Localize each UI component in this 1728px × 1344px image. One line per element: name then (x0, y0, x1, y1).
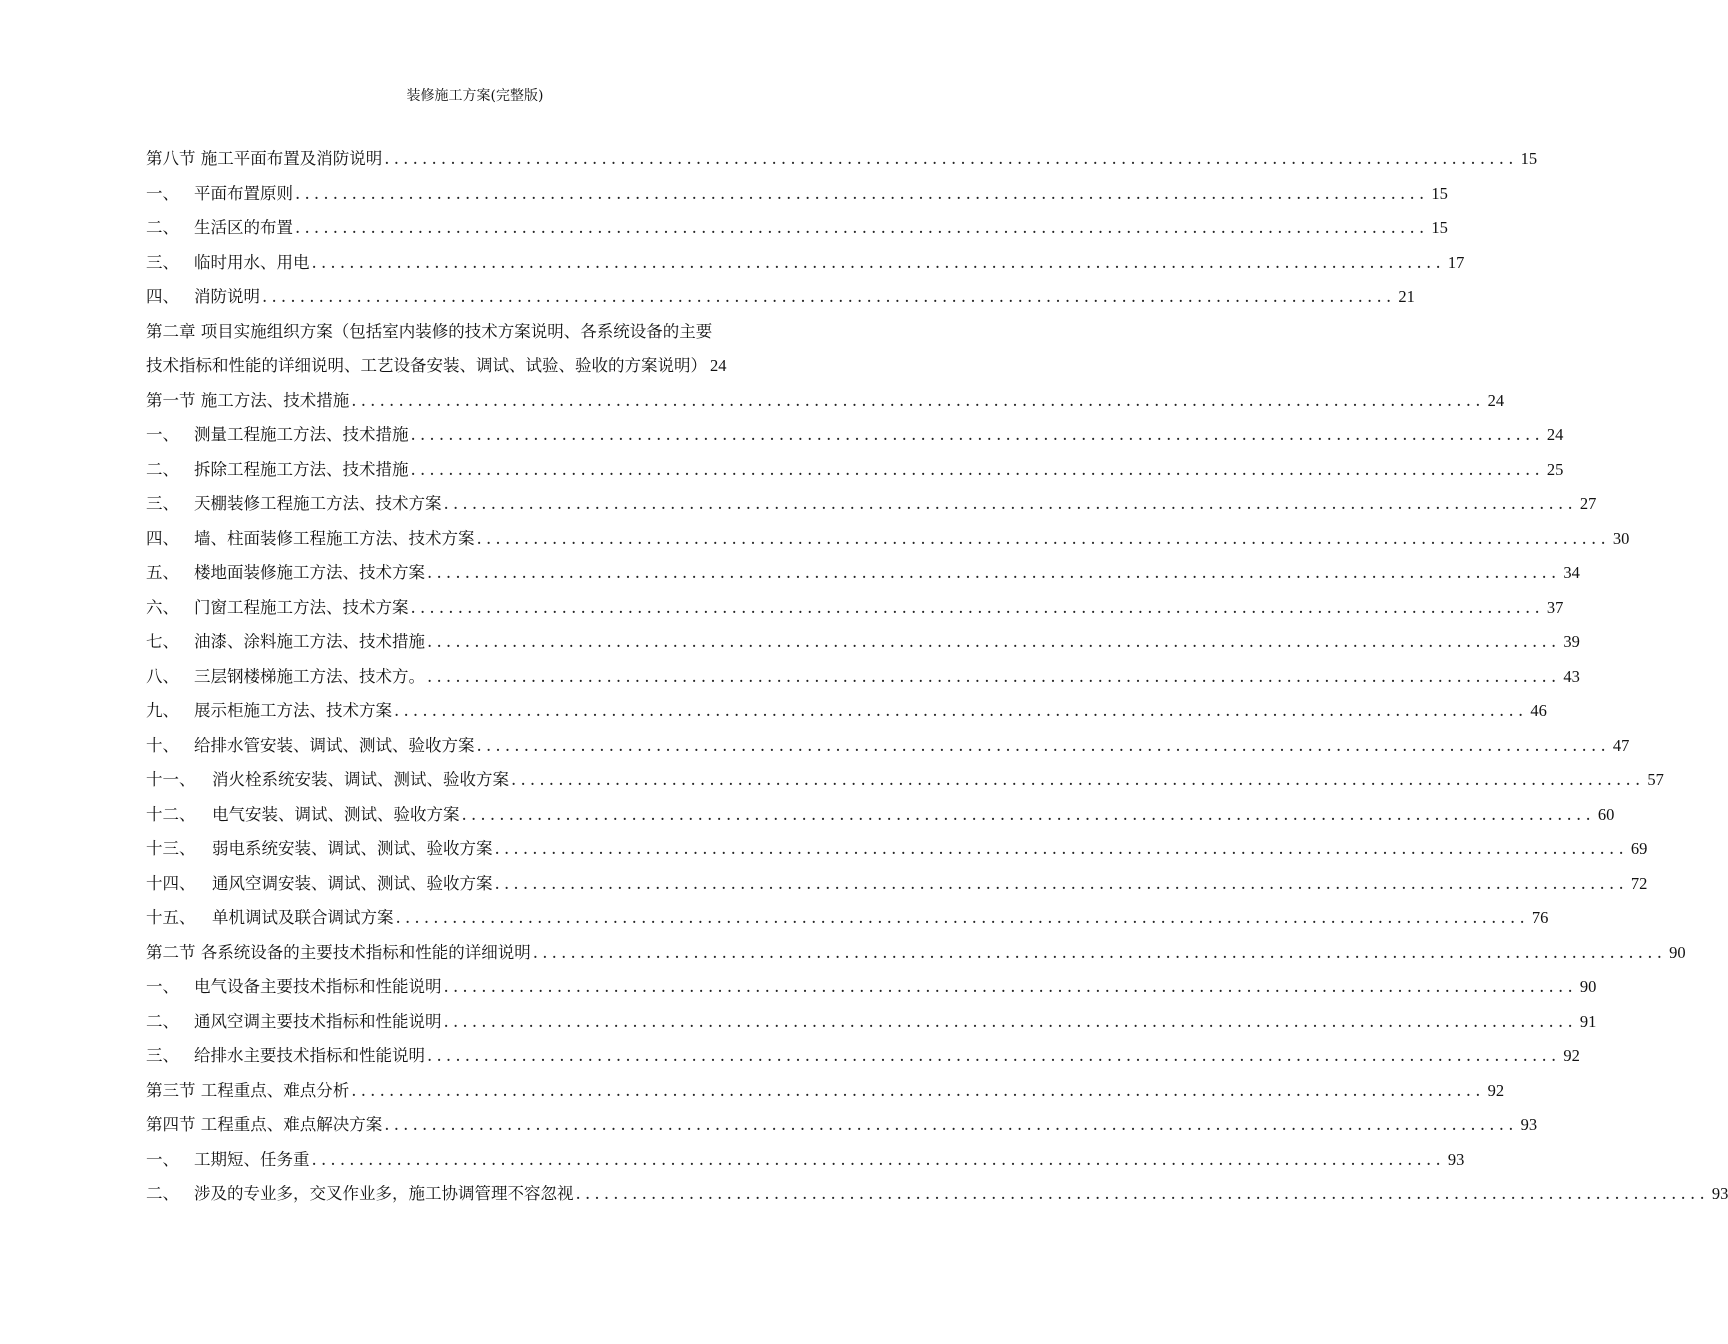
toc-entry-label (146, 660, 425, 695)
toc-entry-label (146, 349, 707, 384)
toc-entry[interactable] (146, 211, 1448, 246)
toc-entry-page: 69 (1630, 839, 1648, 858)
toc-entry-title: 通风空调安装、调试、测试、验收方案 (212, 873, 493, 893)
dot-leader: ........................................................................................................................ (427, 1046, 1561, 1065)
toc-entry-page: 25 (1546, 459, 1564, 479)
dot-leader: ........................................................................................................................ (427, 632, 1561, 651)
toc-entry[interactable] (146, 1108, 1538, 1143)
toc-entry-label (146, 798, 460, 833)
toc-entry-title: 楼地面装修施工方法、技术方案 (194, 563, 425, 582)
toc-entry-label (146, 970, 442, 1005)
toc-entry-label (146, 1108, 382, 1143)
dot-leader: ........................................................................................................................ (443, 977, 1577, 996)
toc-entry-number: 十一、 (146, 770, 196, 789)
toc-entry-label (146, 936, 531, 971)
toc-entry-number: 一、 (146, 977, 179, 996)
toc-entry-number: 十、 (146, 735, 179, 755)
toc-entry-page: 46 (1530, 701, 1547, 720)
toc-entry[interactable] (146, 660, 1580, 695)
toc-entry[interactable] (146, 901, 1549, 936)
toc-entry-title: 弱电系统安装、调试、测试、验收方案 (212, 839, 493, 858)
toc-entry-number: 三、 (146, 494, 179, 513)
toc-entry-title: 测量工程施工方法、技术措施 (194, 425, 409, 444)
toc-entry-label (146, 1074, 349, 1109)
toc-entry[interactable] (146, 142, 1538, 177)
toc-entry[interactable] (146, 1177, 1728, 1212)
toc-entry[interactable] (146, 246, 1465, 281)
toc-entry-title: 门窗工程施工方法、技术方案 (194, 597, 409, 617)
toc-entry-page: 17 (1447, 252, 1465, 272)
toc-entry-page: 72 (1630, 873, 1648, 893)
toc-entry-label (146, 418, 409, 453)
toc-entry-label (146, 280, 260, 315)
toc-entry[interactable] (146, 936, 1686, 971)
toc-entry-number: 第三节 (146, 1080, 196, 1100)
dot-leader: ........................................................................................................................ (494, 873, 1628, 893)
dot-leader: ........................................................................................................................ (351, 390, 1485, 410)
toc-entry-number: 六、 (146, 597, 179, 617)
toc-entry-number: 第四节 (146, 1115, 196, 1134)
dot-leader: ........................................................................................................................ (443, 1011, 1577, 1031)
dot-leader: ........................................................................................................................ (443, 494, 1577, 513)
toc-entry[interactable] (146, 867, 1648, 902)
toc-entry[interactable] (146, 1143, 1465, 1178)
toc-entry-page: 91 (1579, 1011, 1597, 1031)
toc-entry-page: 15 (1431, 218, 1448, 237)
toc-entry-page: 15 (1520, 149, 1538, 168)
toc-entry-title: 工程重点、难点分析 (200, 1080, 350, 1100)
toc-entry-number: 二、 (146, 1184, 179, 1203)
toc-entry-page: 92 (1563, 1046, 1580, 1065)
toc-entry[interactable] (146, 798, 1615, 833)
toc-entry-number: 四、 (146, 528, 179, 548)
toc-entry-title: 涉及的专业多，交叉作业多，施工协调管理不容忽视 (194, 1184, 574, 1203)
toc-entry-title: 展示柜施工方法、技术方案 (194, 701, 392, 720)
toc-entry-page: 37 (1546, 597, 1564, 617)
toc-entry-page: 24 (1487, 390, 1505, 410)
dot-leader: ........................................................................................................................ (311, 252, 1445, 272)
toc-entry-label (146, 625, 425, 660)
toc-entry-number: 一、 (146, 425, 179, 444)
toc-entry-number: 一、 (146, 183, 179, 203)
toc-entry[interactable] (146, 694, 1547, 729)
toc-entry-label (146, 763, 509, 798)
toc-entry-title: 消防说明 (194, 287, 260, 306)
dot-leader: ........................................................................................................................ (461, 804, 1595, 824)
dot-leader: ........................................................................................................................ (262, 287, 1396, 306)
toc-entry-label (146, 177, 293, 212)
toc-entry[interactable] (146, 763, 1664, 798)
toc-entry[interactable] (146, 591, 1564, 626)
dot-leader: ........................................................................................................................ (395, 908, 1529, 927)
toc-entry-label (146, 322, 712, 341)
toc-entry-page: 93 (1447, 1149, 1465, 1169)
dot-leader: ........................................................................................................................ (295, 183, 1429, 203)
toc-entry-page: 93 (1711, 1184, 1728, 1203)
dot-leader: ........................................................................................................................ (311, 1149, 1445, 1169)
toc-entry-label (146, 1039, 425, 1074)
toc-entry-title: 临时用水、用电 (194, 252, 310, 272)
toc-entry-page: 60 (1597, 804, 1615, 824)
toc-entry-number: 第二章 (146, 321, 196, 341)
toc-entry-title: 给排水主要技术指标和性能说明 (194, 1046, 425, 1065)
toc-entry-page: 76 (1531, 908, 1549, 927)
toc-entry-number: 三、 (146, 1046, 179, 1065)
toc-entry-number: 九、 (146, 701, 179, 720)
toc-entry[interactable] (146, 556, 1580, 591)
toc-entry[interactable] (146, 280, 1415, 315)
toc-entry-label (146, 729, 475, 764)
page-header: 装修施工方案(完整版) (406, 88, 544, 104)
toc-entry-title: 项目实施组织方案（包括室内装修的技术方案说明、各系统设备的主要 (200, 321, 713, 341)
toc-entry-page: 47 (1612, 735, 1630, 755)
toc-entry[interactable] (146, 349, 808, 384)
toc-entry-page: 39 (1563, 632, 1580, 651)
toc-entry-title: 施工方法、技术措施 (200, 390, 350, 410)
toc-entry-title: 各系统设备的主要技术指标和性能的详细说明 (200, 942, 531, 962)
toc-entry-page: 34 (1563, 563, 1580, 582)
toc-entry[interactable] (146, 177, 1448, 212)
toc-entry[interactable] (146, 729, 1630, 764)
toc-entry-label (146, 246, 310, 281)
toc-entry-number: 一、 (146, 1149, 179, 1169)
toc-entry-number: 二、 (146, 459, 179, 479)
toc-entry-number: 第一节 (146, 390, 196, 410)
toc-entry-label (146, 901, 394, 936)
toc-entry-number: 十二、 (146, 804, 196, 824)
toc-entry-page: 93 (1520, 1115, 1538, 1134)
toc-entry-label (146, 1005, 442, 1040)
toc-entry-number: 二、 (146, 1011, 179, 1031)
dot-leader: ........................................................................................................................ (410, 425, 1544, 444)
toc-entry-title: 油漆、涂料施工方法、技术措施 (194, 632, 425, 651)
toc-entry-number: 第二节 (146, 942, 196, 962)
toc-entry-title: 拆除工程施工方法、技术措施 (194, 459, 409, 479)
toc-entry-page: 43 (1563, 666, 1580, 686)
toc-entry-title: 电气安装、调试、测试、验收方案 (212, 804, 460, 824)
dot-leader: ........................................................................................................................ (532, 942, 1667, 962)
toc-entry-title: 单机调试及联合调试方案 (212, 908, 394, 927)
toc-entry-page: 15 (1431, 183, 1448, 203)
toc-entry-label (146, 1177, 574, 1212)
dot-leader: ........................................................................................................................ (384, 1115, 1518, 1134)
dot-leader: ........................................................................................................................ (427, 666, 1561, 686)
toc-entry-title: 技术指标和性能的详细说明、工艺设备安装、调试、试验、验收的方案说明） (146, 356, 707, 375)
toc-entry[interactable] (146, 453, 1564, 488)
toc-entry[interactable] (146, 522, 1630, 557)
toc-entry-title: 工程重点、难点解决方案 (200, 1115, 383, 1134)
toc-entry-page: 92 (1487, 1080, 1505, 1100)
toc-entry-title: 墙、柱面装修工程施工方法、技术方案 (194, 528, 475, 548)
toc-entry-page: 30 (1612, 528, 1630, 548)
toc-entry-label (146, 556, 425, 591)
dot-leader: ........................................................................................................................ (476, 735, 1610, 755)
toc-entry-title: 平面布置原则 (194, 183, 293, 203)
toc-entry-title: 天棚装修工程施工方法、技术方案 (194, 494, 442, 513)
toc-entry-number: 十三、 (146, 839, 196, 858)
dot-leader: ........................................................................................................................ (410, 459, 1544, 479)
toc-entry[interactable] (146, 1074, 1505, 1109)
toc-entry-page: 24 (1546, 425, 1564, 444)
dot-leader: ........................................................................................................................ (384, 149, 1518, 168)
toc-entry[interactable] (146, 1039, 1580, 1074)
toc-entry-number: 二、 (146, 218, 179, 237)
toc-entry-title: 给排水管安装、调试、测试、验收方案 (194, 735, 475, 755)
toc-entry-number: 十四、 (146, 873, 196, 893)
toc-entry-page: 24 (710, 356, 727, 375)
dot-leader: ........................................................................................................................ (427, 563, 1561, 582)
toc-entry-number: 十五、 (146, 908, 196, 927)
toc-entry-number: 八、 (146, 666, 179, 686)
dot-leader: ........................................................................................................................ (575, 1184, 1709, 1203)
toc-entry[interactable] (146, 1005, 1597, 1040)
toc-entry-number: 四、 (146, 287, 179, 306)
toc-entry-title: 施工平面布置及消防说明 (200, 149, 383, 168)
toc-entry-label (146, 832, 493, 867)
toc-entry-number: 七、 (146, 632, 179, 651)
toc-entry-page: 90 (1669, 942, 1686, 962)
toc-entry[interactable] (146, 970, 1597, 1005)
toc-entry-number: 第八节 (146, 149, 196, 168)
toc-entry-page: 27 (1579, 494, 1597, 513)
toc-entry[interactable] (146, 832, 1648, 867)
toc-entry[interactable] (146, 315, 808, 350)
toc-entry[interactable] (146, 487, 1597, 522)
toc-entry-page: 21 (1398, 287, 1415, 306)
dot-leader: ........................................................................................................................ (511, 770, 1645, 789)
dot-leader: ........................................................................................................................ (351, 1080, 1485, 1100)
toc-entry-title: 生活区的布置 (194, 218, 293, 237)
toc-entry-label (146, 487, 442, 522)
toc-entry-label (146, 211, 293, 246)
toc-entry-label (146, 591, 409, 626)
toc-entry-label (146, 453, 409, 488)
dot-leader: ........................................................................................................................ (295, 218, 1429, 237)
toc-entry-number: 五、 (146, 563, 179, 582)
toc-entry[interactable] (146, 384, 1505, 419)
toc-entry-title: 消火栓系统安装、调试、测试、验收方案 (212, 770, 509, 789)
dot-leader: ........................................................................................................................ (410, 597, 1544, 617)
toc-entry-label (146, 694, 392, 729)
toc-entry-label (146, 142, 382, 177)
toc-entry-title: 通风空调主要技术指标和性能说明 (194, 1011, 442, 1031)
toc-entry-page: 57 (1647, 770, 1664, 789)
toc-entry-page: 90 (1579, 977, 1597, 996)
toc-entry-label (146, 384, 349, 419)
toc-entry-label (146, 522, 475, 557)
toc-entry-label (146, 867, 493, 902)
toc-entry-title: 三层钢楼梯施工方法、技术方。 (194, 666, 425, 686)
dot-leader: ........................................................................................................................ (394, 701, 1528, 720)
toc-entry-title: 工期短、任务重 (194, 1149, 310, 1169)
dot-leader: ........................................................................................................................ (476, 528, 1610, 548)
table-of-contents (146, 142, 1728, 1212)
toc-entry-number: 三、 (146, 252, 179, 272)
toc-entry[interactable] (146, 625, 1580, 660)
toc-entry-label (146, 1143, 310, 1178)
toc-entry[interactable] (146, 418, 1564, 453)
dot-leader: ........................................................................................................................ (494, 839, 1628, 858)
toc-entry-title: 电气设备主要技术指标和性能说明 (194, 977, 442, 996)
